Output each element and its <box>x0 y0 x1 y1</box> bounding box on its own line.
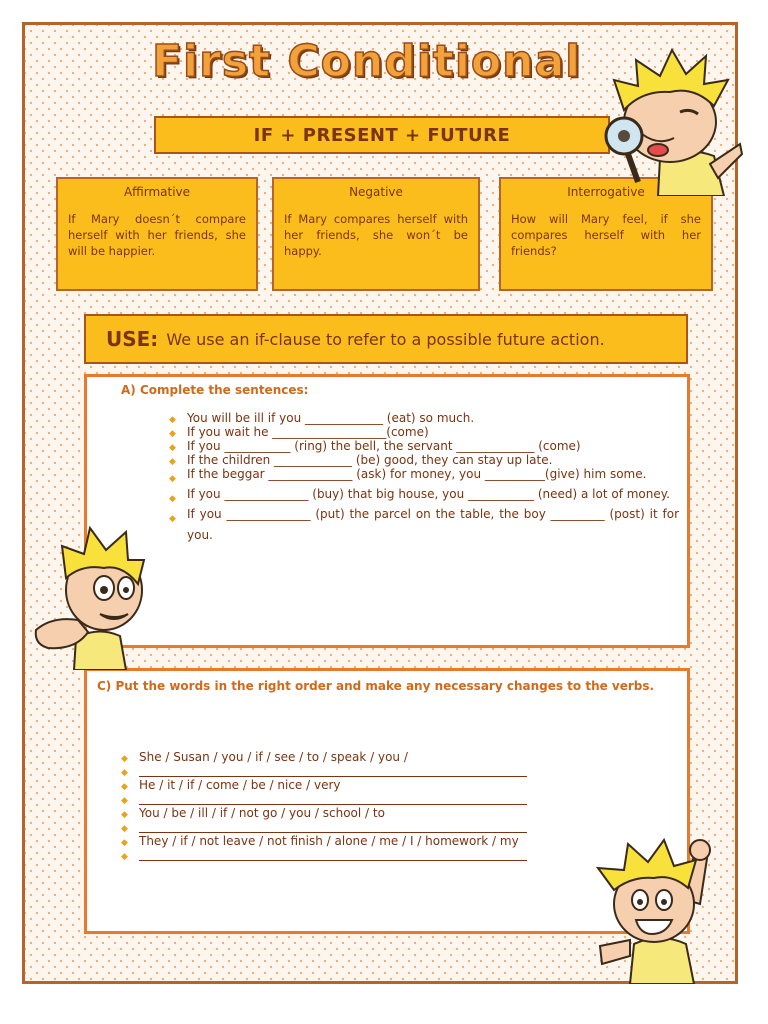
bullet-icon: ◆ <box>169 457 176 467</box>
list-item <box>169 425 679 439</box>
bullet-icon: ◆ <box>121 838 128 848</box>
list-item <box>121 834 541 848</box>
answer-blank[interactable] <box>139 792 527 805</box>
negative-example: If Mary compares herself with her friends, she won´t be happy. <box>284 212 468 258</box>
list-item <box>121 778 541 792</box>
bullet-icon: ◆ <box>121 810 128 820</box>
bullet-icon: ◆ <box>121 824 128 834</box>
bullet-icon: ◆ <box>121 796 128 806</box>
item-text: You / be / ill / if / not go / you / school / to <box>139 806 385 820</box>
item-text: If you ___________ (ring) the bell, the servant _____________ (come) <box>187 439 581 453</box>
answer-line[interactable] <box>121 848 541 862</box>
item-text: If you ______________ (buy) that big house, you ___________ (need) a lot of money. <box>187 487 670 501</box>
item-text: If the beggar ______________ (ask) for money, you __________(give) him some. <box>187 467 647 481</box>
answer-line[interactable] <box>121 792 541 806</box>
bullet-icon: ◆ <box>121 768 128 778</box>
list-item <box>169 411 679 425</box>
interrogative-example: How will Mary feel, if she compares herself with her friends? <box>511 212 701 258</box>
exercise-c-list <box>121 750 541 862</box>
item-text: She / Susan / you / if / see / to / speak / you / <box>139 750 408 764</box>
bullet-icon: ◆ <box>121 782 128 792</box>
exercise-a-heading: A) Complete the sentences: <box>121 383 309 397</box>
item-text: They / if / not leave / not finish / alone / me / I / homework / my <box>139 834 519 848</box>
affirmative-example: If Mary doesn´t compare herself with her friends, she will be happier. <box>68 212 246 258</box>
use-label: USE: <box>106 327 159 351</box>
item-text: You will be ill if you _____________ (eat) so much. <box>187 411 475 425</box>
bullet-icon: ◆ <box>169 429 176 439</box>
list-item <box>169 464 679 485</box>
bullet-icon: ◆ <box>169 514 176 524</box>
affirmative-heading: Affirmative <box>123 185 191 199</box>
bullet-icon: ◆ <box>121 754 128 764</box>
answer-blank[interactable] <box>139 820 527 833</box>
answer-line[interactable] <box>121 764 541 778</box>
item-text: If you ______________ (put) the parcel on the table, the boy _________ (post) it for you. <box>187 507 679 542</box>
exercise-c-heading: C) Put the words in the right order and make any necessary changes to the verbs. <box>97 679 655 693</box>
interrogative-heading: Interrogative <box>567 185 645 199</box>
bullet-icon: ◆ <box>169 474 176 484</box>
item-text: If the children _____________ (be) good, they can stay up late. <box>187 453 553 467</box>
list-item <box>169 439 679 453</box>
affirmative-box <box>56 177 258 291</box>
bullet-icon: ◆ <box>121 852 128 862</box>
negative-heading: Negative <box>349 185 403 199</box>
bullet-icon: ◆ <box>169 443 176 453</box>
answer-blank[interactable] <box>139 764 527 777</box>
bullet-icon: ◆ <box>169 415 176 425</box>
bullet-icon: ◆ <box>169 494 176 504</box>
item-text: If you wait he ___________________(come) <box>187 425 429 439</box>
formula-banner: IF + PRESENT + FUTURE <box>154 116 610 154</box>
negative-box <box>272 177 480 291</box>
list-item <box>121 806 541 820</box>
exercise-a-list <box>169 411 679 546</box>
exercise-a-panel <box>84 374 690 648</box>
boy-pointing-icon <box>34 520 146 670</box>
item-text: He / it / if / come / be / nice / very <box>139 778 341 792</box>
list-item <box>169 484 679 505</box>
boy-waving-icon <box>590 834 730 984</box>
use-banner <box>84 314 688 364</box>
boy-magnifier-icon <box>598 46 748 196</box>
page-title: First Conditional <box>152 36 582 87</box>
answer-line[interactable] <box>121 820 541 834</box>
use-text: We use an if-clause to refer to a possible future action. <box>166 329 605 349</box>
answer-blank[interactable] <box>139 848 527 861</box>
list-item <box>169 504 679 546</box>
list-item <box>121 750 541 764</box>
